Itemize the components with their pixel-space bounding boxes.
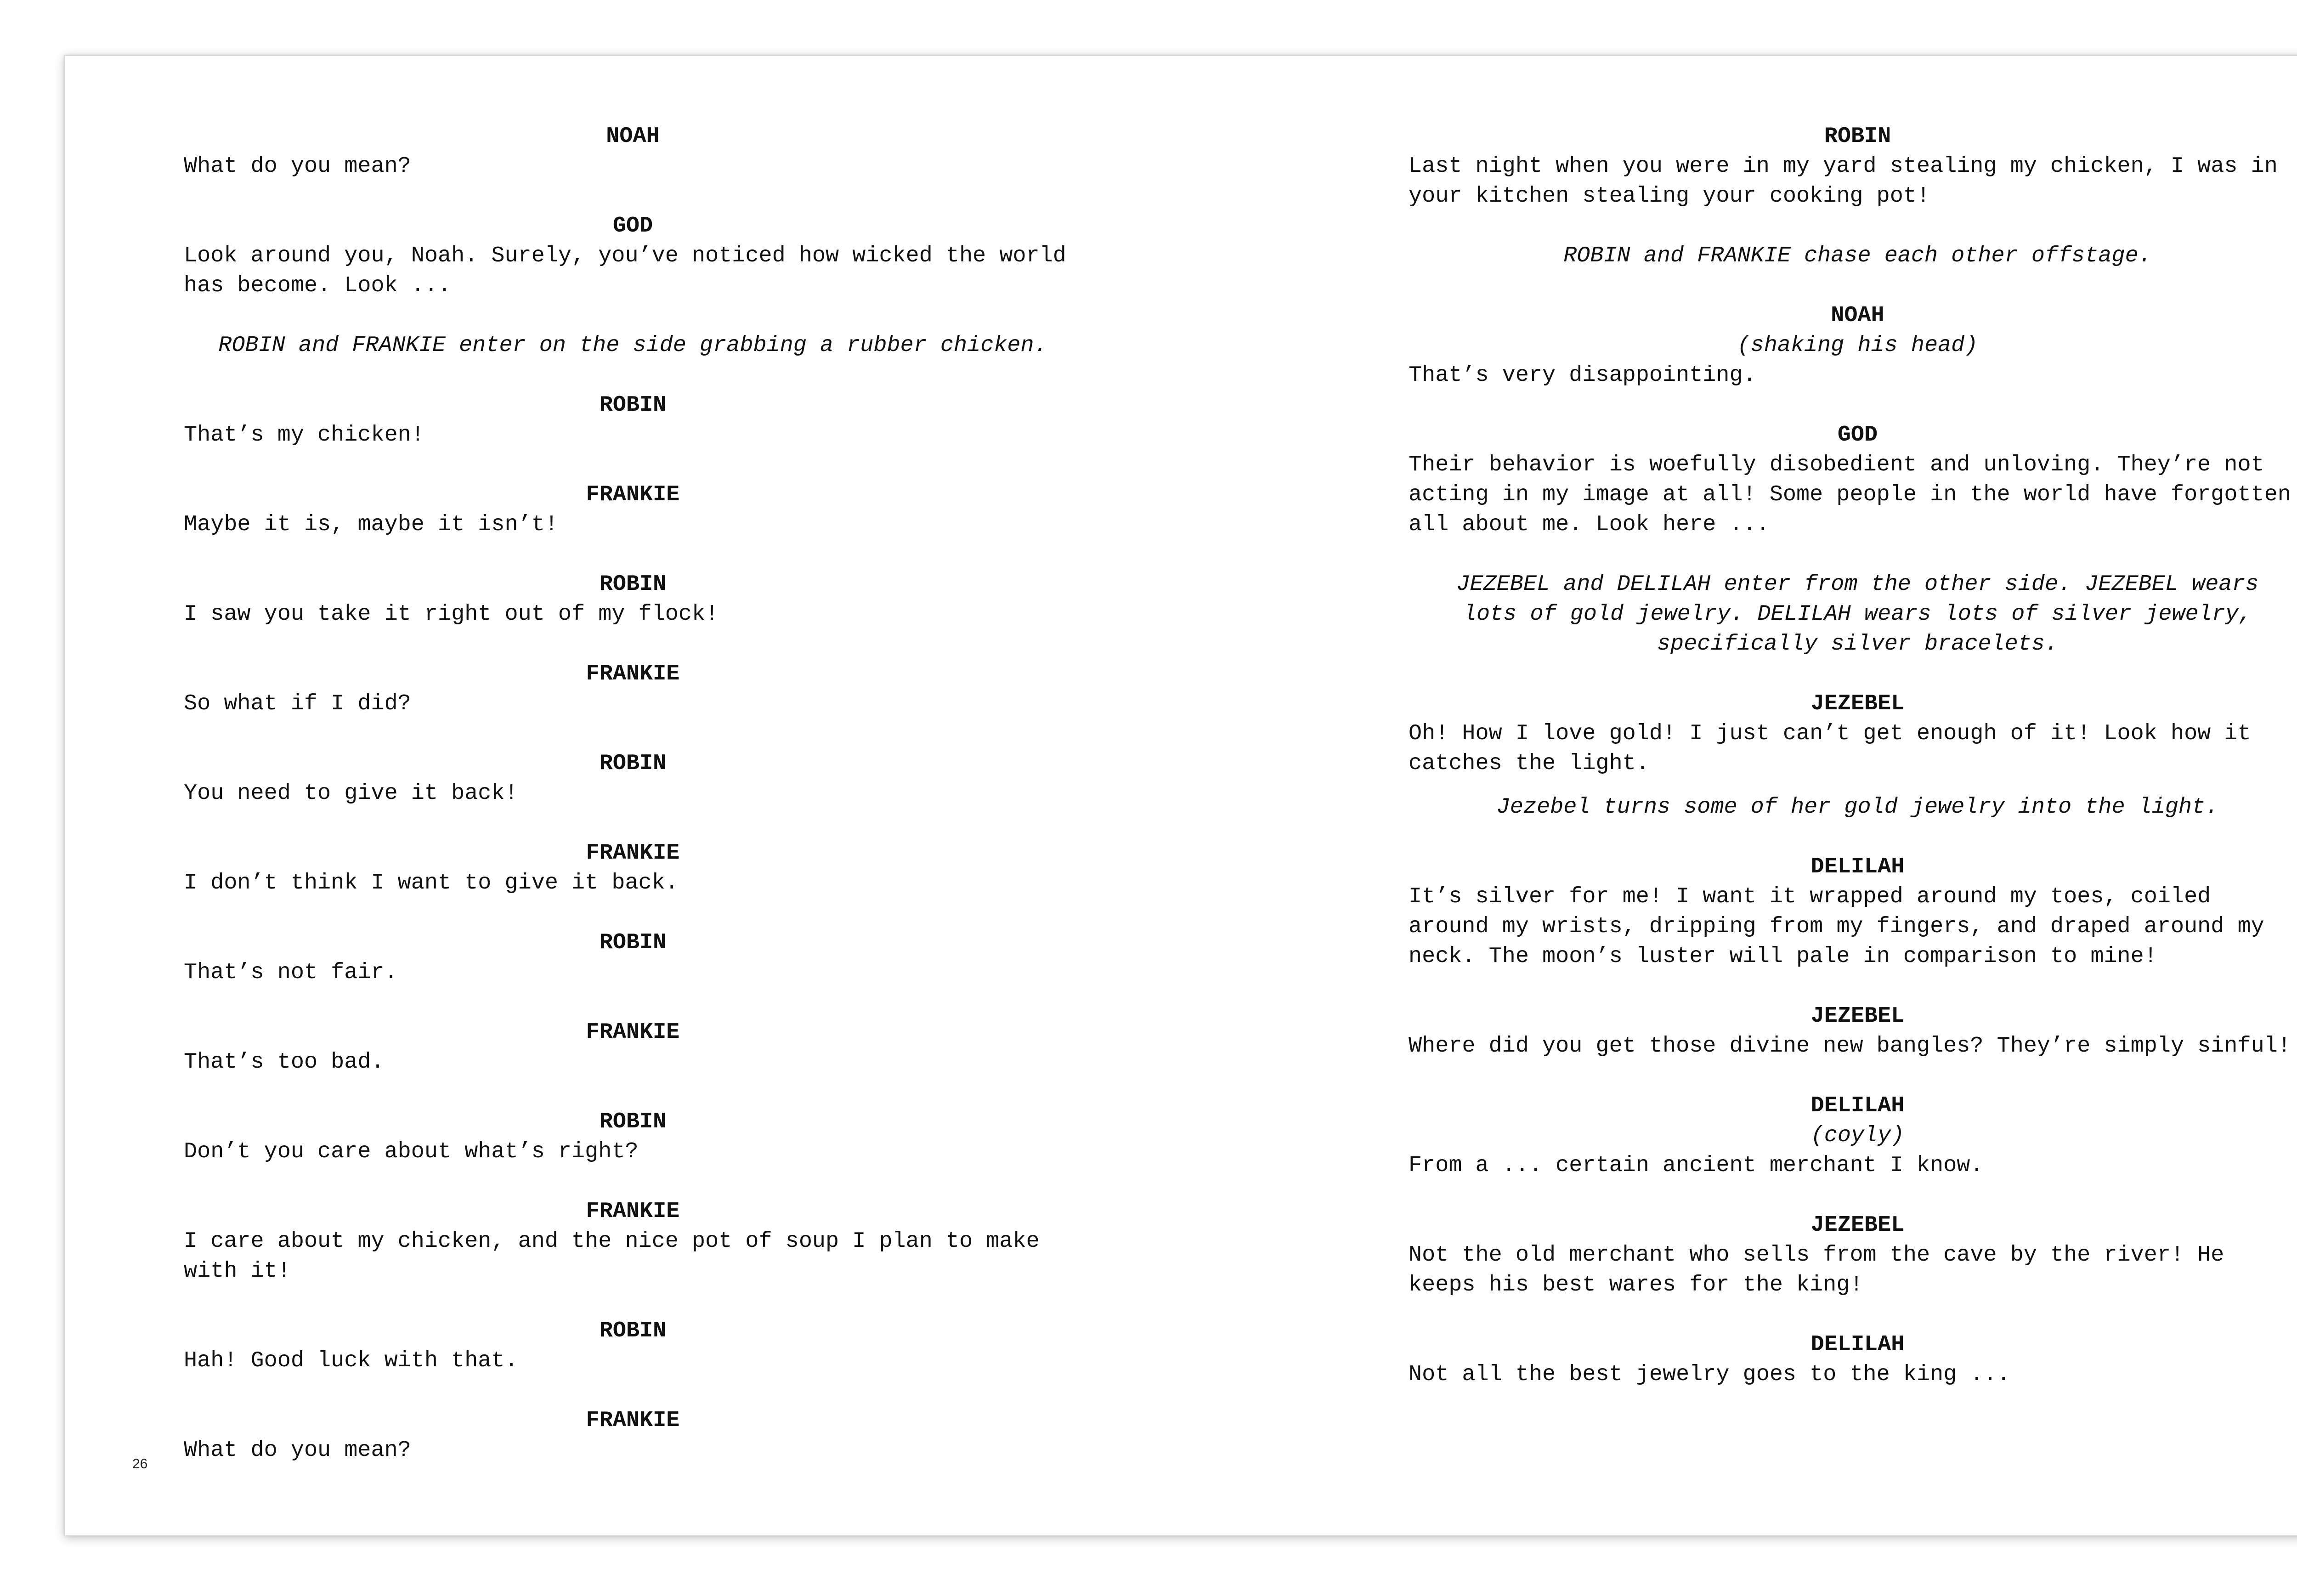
speaker-name: ROBIN <box>599 572 667 597</box>
dialogue-block <box>184 928 1082 987</box>
dialogue-line: It’s silver for me! I want it wrapped around my toes, coiled around my wrists, dripping from my fingers, and draped around my neck. The moon’s luster will pale in comparison to mine! <box>1409 884 2264 969</box>
right-page <box>1207 56 2297 1535</box>
dialogue-line: That’s too bad. <box>184 1049 385 1075</box>
script-column-right <box>1409 121 2297 1419</box>
speaker-name: FRANKIE <box>586 1199 680 1224</box>
speaker-name: ROBIN <box>1824 124 1891 149</box>
dialogue-line: I don’t think I want to give it back. <box>184 870 679 895</box>
speaker-name: JEZEBEL <box>1810 691 1905 716</box>
dialogue-line: Where did you get those divine new bangles? They’re simply sinful! <box>1409 1033 2291 1058</box>
speaker-name: ROBIN <box>599 1109 667 1134</box>
dialogue-line: What do you mean? <box>184 153 411 179</box>
speaker-name: FRANKIE <box>586 840 680 866</box>
dialogue-block <box>1409 1091 2297 1180</box>
dialogue-block <box>1409 689 2297 778</box>
dialogue-line: That’s my chicken! <box>184 422 424 447</box>
dialogue-line: So what if I did? <box>184 691 411 716</box>
page-number-left: 26 <box>132 1456 148 1471</box>
speaker-name: ROBIN <box>599 392 667 418</box>
dialogue-block <box>1409 121 2297 211</box>
dialogue-line: I care about my chicken, and the nice pot of soup I plan to make with it! <box>184 1228 1040 1284</box>
left-page <box>65 56 1207 1535</box>
stage-direction: ROBIN and FRANKIE enter on the side grabbing a rubber chicken. <box>218 333 1047 358</box>
book-spread <box>64 55 2297 1536</box>
speaker-name: JEZEBEL <box>1810 1003 1905 1029</box>
dialogue-line: Oh! How I love gold! I just can’t get enough of it! Look how it catches the light. <box>1409 721 2251 776</box>
dialogue-block <box>184 390 1082 450</box>
dialogue-line: Not the old merchant who sells from the cave by the river! He keeps his best wares for the king! <box>1409 1242 2224 1297</box>
speaker-name: ROBIN <box>599 930 667 955</box>
dialogue-line: From a ... certain ancient merchant I know. <box>1409 1153 1984 1178</box>
speaker-name: ROBIN <box>599 1318 667 1343</box>
dialogue-block <box>184 1196 1082 1286</box>
speaker-name: FRANKIE <box>586 1019 680 1045</box>
dialogue-block <box>184 748 1082 808</box>
dialogue-block <box>1409 1330 2297 1389</box>
dialogue-block <box>184 211 1082 300</box>
dialogue-block <box>184 569 1082 629</box>
dialogue-block <box>184 1405 1082 1465</box>
dialogue-block <box>184 1107 1082 1166</box>
dialogue-block <box>1409 1001 2297 1061</box>
dialogue-block <box>1409 1210 2297 1300</box>
dialogue-line: You need to give it back! <box>184 781 518 806</box>
dialogue-block <box>184 480 1082 539</box>
speaker-name: FRANKIE <box>586 661 680 686</box>
speaker-name: JEZEBEL <box>1810 1212 1905 1238</box>
speaker-name: GOD <box>1837 422 1878 447</box>
speaker-name: FRANKIE <box>586 482 680 507</box>
dialogue-block <box>184 121 1082 181</box>
speaker-name: DELILAH <box>1810 1093 1905 1118</box>
dialogue-line: Don’t you care about what’s right? <box>184 1139 639 1164</box>
parenthetical: (coyly) <box>1810 1123 1905 1148</box>
dialogue-block <box>1409 852 2297 971</box>
dialogue-line: Last night when you were in my yard stealing my chicken, I was in your kitchen stealing your cooking pot! <box>1409 153 2278 209</box>
dialogue-line: Hah! Good luck with that. <box>184 1348 518 1373</box>
dialogue-block <box>184 1316 1082 1375</box>
dialogue-line: Maybe it is, maybe it isn’t! <box>184 512 558 537</box>
dialogue-line: That’s very disappointing. <box>1409 362 1756 388</box>
stage-direction: Jezebel turns some of her gold jewelry into the light. <box>1496 794 2219 820</box>
speaker-name: FRANKIE <box>586 1408 680 1433</box>
speaker-name: GOD <box>612 213 653 238</box>
dialogue-line: Not all the best jewelry goes to the king ... <box>1409 1362 2010 1387</box>
stage-direction: JEZEBEL and DELILAH enter from the other side. JEZEBEL wears lots of gold jewelry. DELILAH wears lots of silver jewelry, specifically silver bracelets. <box>1456 572 2259 657</box>
speaker-name: NOAH <box>1831 303 1884 328</box>
dialogue-line: Their behavior is woefully disobedient and unloving. They’re not acting in my image at all! Some people in the world have forgotten all about me. Look here ... <box>1409 452 2291 537</box>
dialogue-block <box>184 659 1082 719</box>
speaker-name: DELILAH <box>1810 854 1905 879</box>
dialogue-block <box>1409 420 2297 539</box>
dialogue-line: Look around you, Noah. Surely, you’ve noticed how wicked the world has become. Look ... <box>184 243 1066 298</box>
parenthetical: (shaking his head) <box>1737 333 1978 358</box>
dialogue-line: That’s not fair. <box>184 960 398 985</box>
script-column-left <box>184 121 1082 1495</box>
speaker-name: DELILAH <box>1810 1332 1905 1357</box>
speaker-name: ROBIN <box>599 751 667 776</box>
dialogue-block <box>1409 300 2297 390</box>
dialogue-line: What do you mean? <box>184 1438 411 1463</box>
dialogue-block <box>184 838 1082 898</box>
stage-direction: ROBIN and FRANKIE chase each other offstage. <box>1563 243 2152 268</box>
dialogue-line: I saw you take it right out of my flock! <box>184 601 719 627</box>
dialogue-block <box>184 1017 1082 1077</box>
speaker-name: NOAH <box>606 124 660 149</box>
